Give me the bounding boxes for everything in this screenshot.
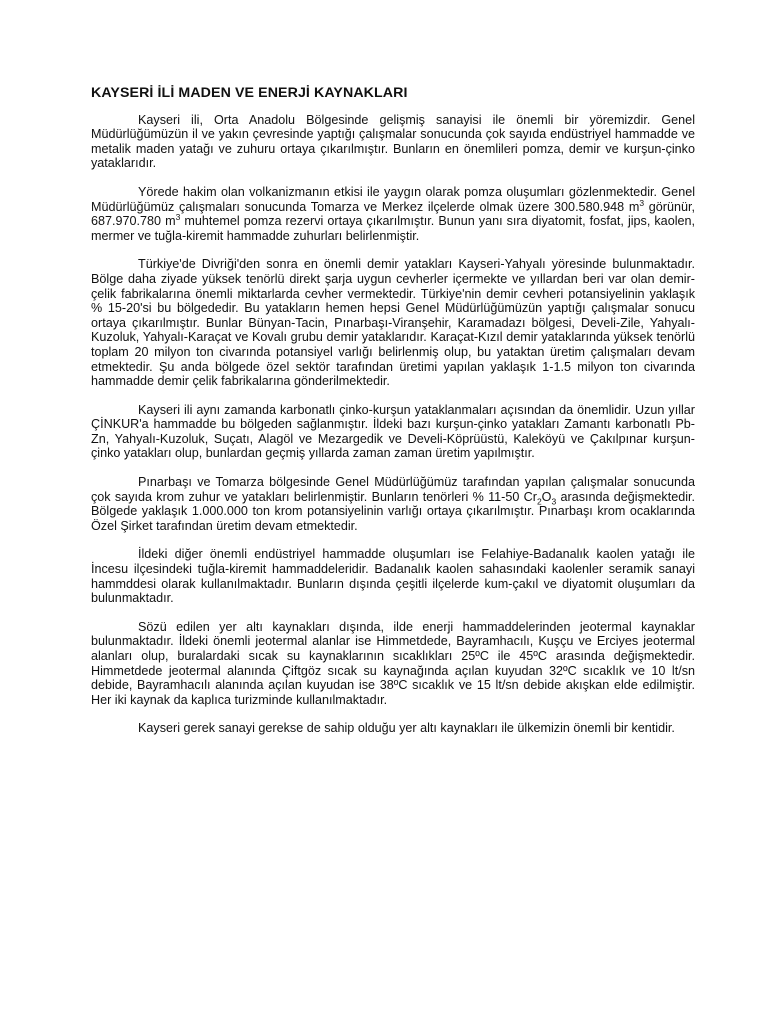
paragraph-iron: Türkiye'de Divriği'den sonra en önemli demir yatakları Kayseri-Yahyalı yöresinde bulunmaktadır. Bölge daha ziyade yüksek tenörlü direkt şarja uygun cevherler içermekte ve yıllardan beri var olan demir-çelik fabrikalarına önemli miktarlarda cevher vermektedir. Türkiye'nin demir cevheri potansiyelinin yaklaşık % 15-20'si bu bölgededir. Bu yatakların hemen hepsi Genel Müdürlüğümüzün yaptığı çalışmalar sonucu ortaya çıkarılmıştır. Bunlar Bünyan-Tacin, Pınarbaşı-Viranşehir, Karamadazı bölgesi, Develi-Zile, Yahyalı-Kuzoluk, Yahyalı-Karaçat ve Kovalı grubu demir yataklarıdır. Karaçat-Kızıl demir yataklarında yüksek tenörlü toplam 20 milyon ton civarında potansiyel varlığı belirlenmiş olup, bu yataktan üretim çalışmaları devam etmektedir. Şu anda bölgede özel sektör tarafından üretimi yapılan yaklaşık 1-1.5 milyon ton civarında hammadde demir çelik fabrikalarına gönderilmektedir. [91,257,695,389]
document-title: KAYSERİ İLİ MADEN VE ENERJİ KAYNAKLARI [91,85,408,101]
paragraph-geothermal: Sözü edilen yer altı kaynakları dışında, ilde enerji hammaddelerinden jeotermal kaynaklar bulunmaktadır. İldeki önemli jeotermal alanlar ise Himmetdede, Bayramhacılı, Kuşçu ve Erciyes jeotermal alanları olup, buralardaki sıcak su kaynaklarının sıcaklıkları 25ºC ile 45ºC arasında değişmektedir. Himmetdede jeotermal alanında Çiftgöz sıcak su kaynağında açılan kuyudan 32ºC sıcaklık ve 10 lt/sn debide, Bayramhacılı alanında açılan kuyudan ise 38ºC sıcaklık ve 15 lt/sn debide akışkan elde edilmiştir. Her iki kaynak da kaplıca turizminde kullanılmaktadır. [91,619,695,707]
paragraph-industrial: İldeki diğer önemli endüstriyel hammadde oluşumları ise Felahiye-Badanalık kaolen yatağı ile İncesu ilçesindeki tuğla-kiremit hammaddeleridir. Badanalık kaolen sahasındaki kaolenler seramik sanayi hammddesi olarak kullanılmaktadır. Bunların dışında çeşitli ilçelerde kum-çakıl ve diyatomit oluşumları da bulunmaktadır. [91,547,695,606]
document-page [91,86,695,750]
paragraph-chrome-text-b: O [541,489,552,504]
paragraph-zinc-lead: Kayseri ili aynı zamanda karbonatlı çinko-kurşun yataklanmaları açısından da önemlidir. Uzun yıllar ÇİNKUR'a hammadde bu bölgeden sağlanmıştır. İldeki bazı kurşun-çinko yatakları Zamantı karbonatlı Pb-Zn, Yahyalı-Kuzoluk, Suçatı, Alagöl ve Mezargedik ve Develi-Köprüüstü, Kaleköyü ve Çakılpınar kurşun-çinko yatakları olup, bunlardan geçmiş yıllarda zaman zaman üretim yapılmıştır. [91,402,695,461]
paragraph-conclusion: Kayseri gerek sanayi gerekse de sahip olduğu yer altı kaynakları ile ülkemizin önemli bir kentidir. [138,721,675,736]
paragraph-chrome-text-c: arasında değişmektedir. Bölgede yaklaşık 1.000.000 ton krom potansiyelinin varlığı ortaya çıkarılmıştır. Pınarbaşı krom ocaklarında Özel Şirket tarafından üretim devam etmektedir. [91,489,695,533]
paragraph-pumice-text-a: Yörede hakim olan volkanizmanın etkisi ile yaygın olarak pomza oluşumları gözlenmektedir. Genel Müdürlüğümüz çalışmaları sonucunda Tomarza ve Merkez ilçelerde olmak üzere 300.580.948 m [91,184,695,214]
subscript-number: 3 [551,496,557,507]
paragraph-pumice [91,185,695,243]
subscript-number: 2 [536,496,542,507]
superscript-cubic: 3 [639,197,645,208]
paragraph-pumice-text-c: muhtemel pomza rezervi ortaya çıkarılmıştır. Bunun yanı sıra diyatomit, fosfat, jips, kaolen, mermer ve tuğla-kiremit hammadde zuhurları belirlenmiştir. [91,214,695,243]
paragraph-pumice-text-b: görünür, 687.970.780 m [91,199,695,229]
paragraph-chrome [91,475,695,533]
paragraph-intro: Kayseri ili, Orta Anadolu Bölgesinde gelişmiş sanayisi ile önemli bir yöremizdir. Genel Müdürlüğümüzün il ve yakın çevresinde yaptığı çalışmalar sonucunda çok sayıda endüstriyel hammadde ve metalik maden yatağı ve zuhuru ortaya çıkarılmıştır. Bunların en önemlileri pomza, demir ve kurşun-çinko yataklarıdır. [91,112,695,171]
superscript-cubic: 3 [175,211,181,222]
paragraph-chrome-text-a: Pınarbaşı ve Tomarza bölgesinde Genel Müdürlüğümüz tarafından yapılan çalışmalar sonucunda çok sayıda krom zuhur ve yatakları belirlenmiştir. Bunların tenörleri % 11-50 Cr [91,475,695,504]
